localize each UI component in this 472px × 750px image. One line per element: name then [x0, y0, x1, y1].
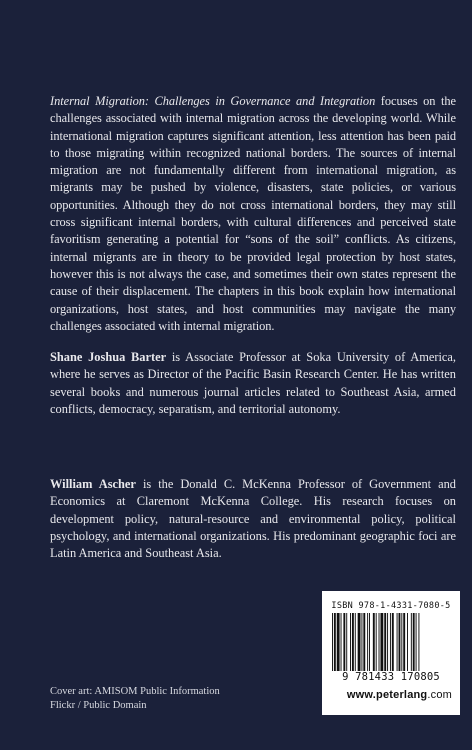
publisher-website [347, 689, 452, 701]
credit-line: Cover art: AMISOM Public Information [50, 686, 220, 697]
author-bio-text: is Associate Professor at Soka University of America, where he serves as Director of the Pacific Basin Research Center. He has written several books and numerous journal articles related to Southeast Asia, armed conflicts, democracy, separatism, and territorial autonomy. [50, 350, 456, 416]
author-bio-barter [50, 349, 456, 418]
author-bio-text: is the Donald C. McKenna Professor of Government and Economics at Claremont McKenna College. His research focuses on development policy, natural-resource and environmental policy, political psychology, and international organizations. His predominant geographic foci are Latin America and Southeast Asia. [50, 477, 456, 561]
author-bio-ascher [50, 476, 456, 562]
book-title: Internal Migration: Challenges in Governance and Integration [50, 94, 376, 108]
barcode-digits: 9 781433 170805 [342, 671, 440, 683]
barcode-icon [332, 613, 450, 671]
credit-line: Flickr / Public Domain [50, 700, 147, 711]
cover-credit [50, 685, 220, 713]
author-name: Shane Joshua Barter [50, 350, 167, 364]
website-domain: www.peterlang [346, 689, 428, 701]
isbn-barcode-block [322, 591, 460, 715]
description-text: focuses on the challenges associated with internal migration across the developing world. While international migration captures significant attention, less attention has been paid to those migrating within recognized national borders. The sources of internal migration are not fundamentally different from international migration, as migrants may be pushed by violence, disasters, state policies, or various opportunities. Although they do not cross international borders, they may still cross significant internal borders, with cultural differences and perceived state favoritism generating a potential for “sons of the soil” conflicts. As citizens, internal migrants are in theory to be provided legal protection by host states, however this is not always the case, and sometimes their own states represent the cause of their displacement. The chapters in this book explain how international organizations, host states, and host communities may navigate the many challenges associated with internal migration. [50, 94, 456, 333]
author-name: William Ascher [50, 477, 136, 491]
website-suffix: .com [427, 689, 452, 701]
book-description [50, 93, 456, 335]
isbn-label: ISBN 978-1-4331-7080-5 [331, 601, 451, 611]
